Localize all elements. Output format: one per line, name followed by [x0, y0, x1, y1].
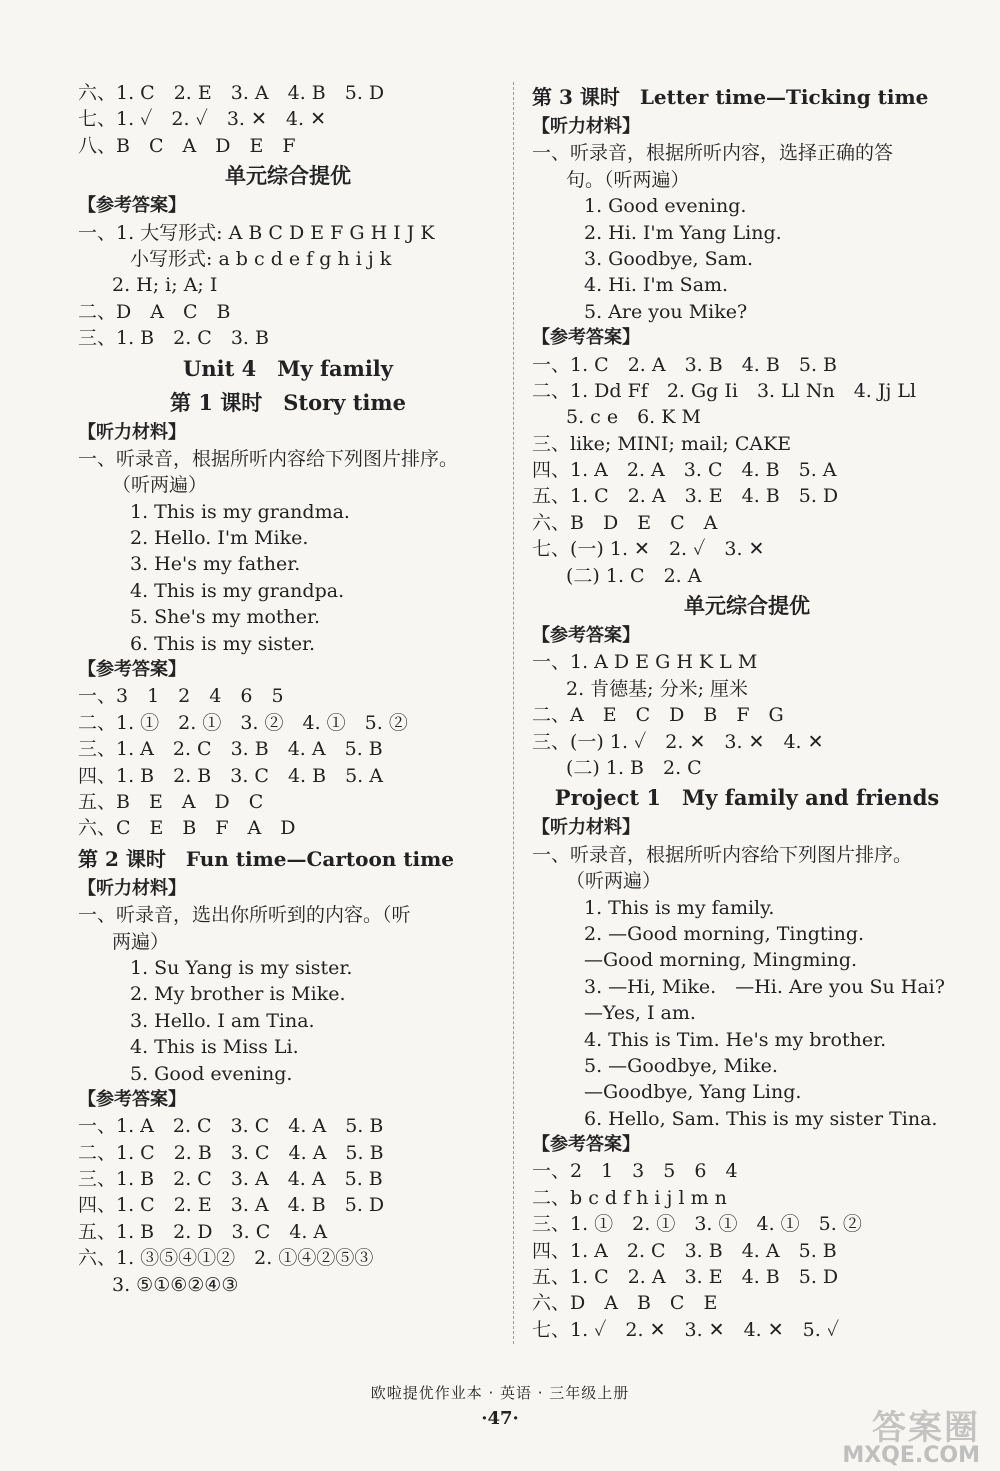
- subsection-label: 【参考答案】: [532, 1134, 640, 1156]
- answer-line: 一、听录音，选出你所听到的内容。（听: [78, 904, 411, 927]
- answer-line: 三、1. B 2. C 3. B: [78, 327, 269, 350]
- watermark-logo-text: 答案圈: [872, 1408, 980, 1448]
- lesson-heading: 第 3 课时 Letter time—Ticking time: [532, 85, 929, 109]
- answer-line: （听两遍）: [566, 870, 662, 893]
- answer-line: 5. —Goodbye, Mike.: [584, 1054, 778, 1077]
- answer-line: 2. —Good morning, Tingting.: [584, 922, 865, 945]
- answer-line: 6. Hello, Sam. This is my sister Tina.: [584, 1107, 938, 1130]
- answer-line: 二、1. ① 2. ① 3. ② 4. ① 5. ②: [78, 711, 408, 734]
- answer-line: (二) 1. B 2. C: [566, 756, 702, 779]
- answer-line: 一、1. A D E G H K L M: [532, 651, 758, 674]
- watermark-logo: [780, 1400, 980, 1468]
- answer-line: 一、听录音，根据所听内容给下列图片排序。: [532, 843, 913, 866]
- answer-line: 五、1. C 2. A 3. E 4. B 5. D: [532, 485, 839, 508]
- answer-line: 4. Hi. I'm Sam.: [584, 274, 729, 297]
- answer-line: 三、like; MINI; mail; CAKE: [532, 432, 792, 455]
- answer-line: 2. 肯德基; 分米; 厘米: [566, 677, 749, 700]
- answer-line: 一、1. C 2. A 3. B 4. B 5. B: [532, 353, 837, 376]
- subsection-label: 【参考答案】: [532, 327, 640, 349]
- answer-line: 一、3 1 2 4 6 5: [78, 685, 284, 708]
- answer-line: 七、1. ✓ 2. ✓ 3. ✕ 4. ✕: [78, 108, 327, 131]
- answer-line: 2. H; i; A; I: [112, 274, 218, 297]
- answer-line: 2. Hello. I'm Mike.: [130, 527, 309, 550]
- book-title: 欧啦提优作业本 · 英语 · 三年级上册: [370, 1384, 630, 1402]
- subsection-label: 【听力材料】: [532, 817, 640, 839]
- answer-line: 3. Goodbye, Sam.: [584, 247, 754, 270]
- answer-line: 3. ⑤①⑥②④③: [112, 1273, 239, 1296]
- answer-line: 六、D A B C E: [532, 1292, 718, 1315]
- answer-line: 四、1. B 2. B 3. C 4. B 5. A: [78, 764, 383, 787]
- answer-line: 一、2 1 3 5 6 4: [532, 1160, 738, 1183]
- answer-line: 小写形式: a b c d e f g h i j k: [130, 247, 392, 270]
- answer-line: 二、1. C 2. B 3. C 4. A 5. B: [78, 1141, 384, 1164]
- answer-line: 2. My brother is Mike.: [130, 983, 346, 1006]
- answer-line: 三、1. B 2. C 3. A 4. A 5. B: [78, 1168, 383, 1191]
- watermark-site: MXQE.COM: [842, 1443, 980, 1468]
- answer-line: —Good morning, Mingming.: [584, 949, 858, 972]
- answer-line: 六、C E B F A D: [78, 817, 296, 840]
- section-heading: 单元综合提优: [684, 593, 810, 619]
- answer-line: （听两遍）: [112, 474, 208, 497]
- answer-line: 三、1. ① 2. ① 3. ① 4. ① 5. ②: [532, 1213, 862, 1236]
- answer-line: 一、1. A 2. C 3. C 4. A 5. B: [78, 1115, 384, 1138]
- answer-line: 3. —Hi, Mike. —Hi. Are you Su Hai?: [584, 975, 945, 998]
- answer-line: 4. This is Miss Li.: [130, 1036, 299, 1059]
- left-column: [78, 80, 498, 1298]
- answer-line: 六、1. C 2. E 3. A 4. B 5. D: [78, 82, 385, 104]
- answer-line: 一、听录音，根据所听内容给下列图片排序。: [78, 447, 459, 470]
- answer-line: 1. This is my grandma.: [130, 500, 350, 523]
- answer-line: 二、b c d f h i j l m n: [532, 1186, 727, 1209]
- answer-line: 5. She's my mother.: [130, 606, 321, 629]
- subsection-label: 【参考答案】: [532, 625, 640, 647]
- answer-line: 1. This is my family.: [584, 896, 775, 919]
- subsection-label: 【听力材料】: [78, 877, 186, 899]
- answer-line: 4. This is Tim. He's my brother.: [584, 1028, 887, 1051]
- answer-line: 五、B E A D C: [78, 790, 264, 813]
- lesson-heading: 第 2 课时 Fun time—Cartoon time: [78, 846, 455, 871]
- subsection-label: 【听力材料】: [78, 421, 186, 443]
- answer-line: 4. This is my grandpa.: [130, 579, 345, 602]
- subsection-label: 【参考答案】: [78, 659, 186, 681]
- answer-line: 3. He's my father.: [130, 553, 301, 576]
- answer-line: 六、1. ③⑤④①② 2. ①④②⑤③: [78, 1247, 374, 1270]
- answer-line: 二、D A C B: [78, 300, 231, 323]
- subsection-label: 【参考答案】: [78, 195, 186, 217]
- section-heading: Unit 4 My family: [183, 355, 393, 381]
- section-heading: Project 1 My family and friends: [554, 785, 940, 811]
- answer-line: (二) 1. C 2. A: [566, 564, 702, 587]
- answer-line: 四、1. A 2. A 3. C 4. B 5. A: [532, 459, 837, 482]
- answer-line: 五、1. B 2. D 3. C 4. A: [78, 1220, 328, 1243]
- answer-line: 三、1. A 2. C 3. B 4. A 5. B: [78, 738, 383, 761]
- answer-line: 两遍）: [112, 930, 170, 953]
- answer-line: —Goodbye, Yang Ling.: [584, 1081, 802, 1104]
- page-number: ·47·: [481, 1408, 519, 1429]
- answer-line: 5. Good evening.: [130, 1062, 293, 1085]
- answer-line: 1. Su Yang is my sister.: [130, 956, 353, 979]
- answer-line: 句。（听两遍）: [566, 168, 690, 191]
- column-divider: [513, 82, 514, 1344]
- answer-line: 六、B D E C A: [532, 511, 718, 534]
- answer-line: 5. c e 6. K M: [566, 406, 701, 429]
- right-column: [532, 80, 962, 1343]
- answer-line: 八、B C A D E F: [78, 134, 296, 157]
- answer-line: —Yes, I am.: [584, 1002, 696, 1025]
- subsection-label: 【听力材料】: [532, 116, 640, 137]
- answer-line: 5. Are you Mike?: [584, 300, 748, 323]
- answer-line: 七、(一) 1. ✕ 2. ✓ 3. ✕: [532, 538, 765, 561]
- answer-line: 一、1. 大写形式: A B C D E F G H I J K: [78, 221, 435, 244]
- subsection-label: 【参考答案】: [78, 1088, 186, 1110]
- answer-line: 四、1. C 2. E 3. A 4. B 5. D: [78, 1194, 385, 1217]
- answer-line: 一、听录音，根据所听内容，选择正确的答: [532, 142, 894, 165]
- answer-line: 二、1. Dd Ff 2. Gg Ii 3. Ll Nn 4. Jj Ll: [532, 379, 917, 402]
- answer-line: 三、(一) 1. ✓ 2. ✕ 3. ✕ 4. ✕: [532, 730, 824, 753]
- answer-line: 2. Hi. I'm Yang Ling.: [584, 221, 782, 244]
- answer-line: 6. This is my sister.: [130, 632, 316, 655]
- answer-line: 二、A E C D B F G: [532, 704, 784, 727]
- section-heading: 第 1 课时 Story time: [170, 389, 406, 415]
- answer-line: 七、1. ✓ 2. ✕ 3. ✕ 4. ✕ 5. ✓: [532, 1318, 840, 1341]
- answer-line: 1. Good evening.: [584, 195, 747, 218]
- answer-line: 五、1. C 2. A 3. E 4. B 5. D: [532, 1266, 839, 1289]
- answer-line: 四、1. A 2. C 3. B 4. A 5. B: [532, 1239, 837, 1262]
- answer-line: 3. Hello. I am Tina.: [130, 1009, 315, 1032]
- section-heading: 单元综合提优: [225, 163, 351, 189]
